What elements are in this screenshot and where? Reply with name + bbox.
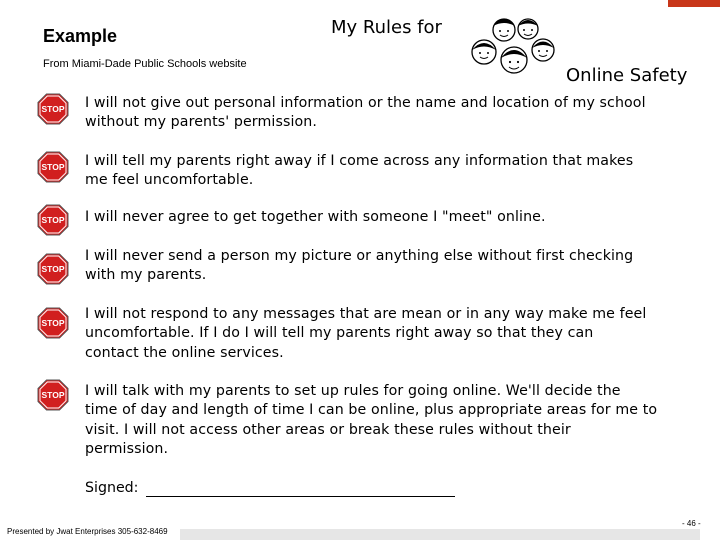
- rule-text: I will talk with my parents to set up rules for going online. We'll decide the time of day and length of time I can be online, plus appropriate areas for me to visit. I will not access other areas or break these rules without their permission.: [85, 383, 658, 457]
- example-heading: Example: [43, 26, 118, 46]
- corner-accent-bar: [668, 0, 720, 7]
- rule-text: I will tell my parents right away if I come across any information that makes me feel uncomfortable.: [85, 153, 634, 189]
- stop-sign-icon: [37, 307, 69, 339]
- svg-text:STOP: STOP: [41, 104, 65, 114]
- svg-text:STOP: STOP: [41, 264, 65, 274]
- svg-text:STOP: STOP: [41, 318, 65, 328]
- stop-sign-icon: [37, 204, 69, 236]
- page-title-line1: My Rules for: [331, 17, 442, 38]
- svg-text:STOP: STOP: [41, 390, 65, 400]
- signature-line[interactable]: [146, 496, 455, 497]
- children-faces-illustration: [468, 10, 560, 82]
- stop-sign-icon: [37, 253, 69, 285]
- rule-text: I will never agree to get together with someone I "meet" online.: [85, 209, 546, 225]
- rule-text: I will not give out personal information or the name and location of my school without my parents' permission.: [85, 95, 646, 131]
- presented-by-note: Presented by Jwat Enterprises 305-632-8469: [7, 527, 168, 536]
- rule-text: I will not respond to any messages that are mean or in any way make me feel uncomfortable. If I do I will tell my parents right away so that they can contact the online services.: [85, 306, 647, 361]
- signed-label: Signed:: [85, 480, 139, 496]
- footer-bar: [180, 529, 700, 540]
- rule-text: I will never send a person my picture or anything else without first checking with my parents.: [85, 248, 634, 284]
- svg-text:STOP: STOP: [41, 215, 65, 225]
- stop-sign-icon: [37, 151, 69, 183]
- source-note: From Miami-Dade Public Schools website: [43, 58, 247, 70]
- page-number: - 46 -: [682, 519, 701, 528]
- svg-text:STOP: STOP: [41, 162, 65, 172]
- stop-sign-icon: [37, 379, 69, 411]
- page-title-line2: Online Safety: [566, 65, 688, 86]
- stop-sign-icon: [37, 93, 69, 125]
